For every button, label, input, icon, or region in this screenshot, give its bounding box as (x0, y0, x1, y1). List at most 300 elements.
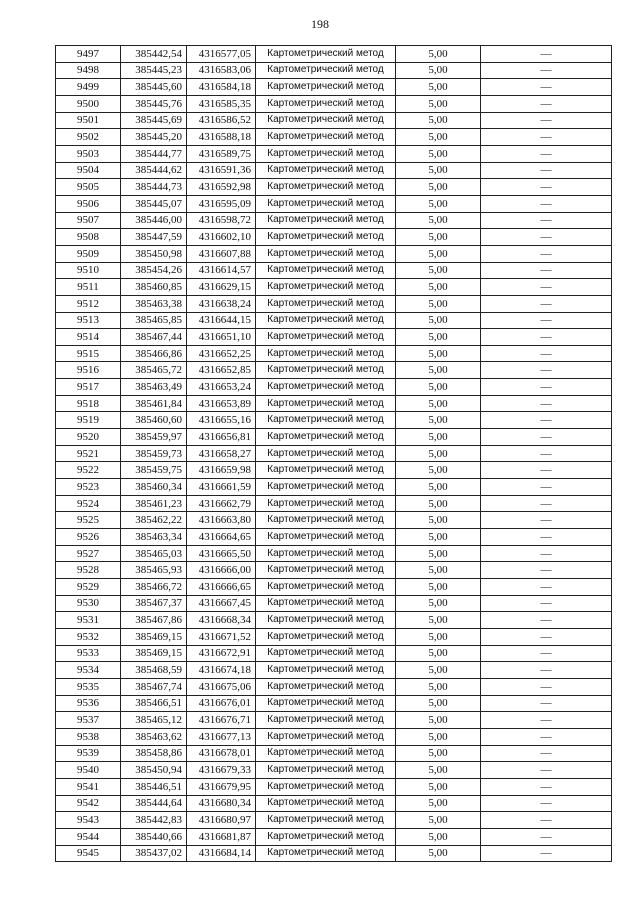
point-number-cell: 9527 (56, 545, 121, 562)
y-coordinate-cell: 4316664,65 (187, 529, 256, 546)
table-row (56, 628, 612, 645)
description-cell: — (481, 545, 612, 562)
y-coordinate-cell: 4316661,59 (187, 479, 256, 496)
accuracy-cell: 5,00 (396, 529, 481, 546)
description-cell: — (481, 562, 612, 579)
point-number-cell: 9532 (56, 628, 121, 645)
y-coordinate-cell: 4316595,09 (187, 195, 256, 212)
method-cell: Картометрический метод (256, 79, 396, 96)
y-coordinate-cell: 4316659,98 (187, 462, 256, 479)
y-coordinate-cell: 4316663,80 (187, 512, 256, 529)
method-cell: Картометрический метод (256, 112, 396, 129)
accuracy-cell: 5,00 (396, 512, 481, 529)
description-cell: — (481, 778, 612, 795)
point-number-cell: 9506 (56, 195, 121, 212)
description-cell: — (481, 329, 612, 346)
table-row (56, 712, 612, 729)
y-coordinate-cell: 4316667,45 (187, 595, 256, 612)
table-row (56, 512, 612, 529)
point-number-cell: 9536 (56, 695, 121, 712)
description-cell: — (481, 529, 612, 546)
table-row (56, 279, 612, 296)
point-number-cell: 9543 (56, 812, 121, 829)
x-coordinate-cell: 385467,37 (121, 595, 187, 612)
x-coordinate-cell: 385445,76 (121, 95, 187, 112)
table-row (56, 678, 612, 695)
description-cell: — (481, 645, 612, 662)
point-number-cell: 9537 (56, 712, 121, 729)
page-number: 198 (311, 17, 329, 31)
point-number-cell: 9509 (56, 245, 121, 262)
description-cell: — (481, 162, 612, 179)
method-cell: Картометрический метод (256, 778, 396, 795)
x-coordinate-cell: 385450,94 (121, 762, 187, 779)
x-coordinate-cell: 385469,15 (121, 628, 187, 645)
y-coordinate-cell: 4316655,16 (187, 412, 256, 429)
table-row (56, 379, 612, 396)
y-coordinate-cell: 4316629,15 (187, 279, 256, 296)
point-number-cell: 9526 (56, 529, 121, 546)
description-cell: — (481, 312, 612, 329)
x-coordinate-cell: 385454,26 (121, 262, 187, 279)
method-cell: Картометрический метод (256, 828, 396, 845)
description-cell: — (481, 479, 612, 496)
y-coordinate-cell: 4316585,35 (187, 95, 256, 112)
x-coordinate-cell: 385463,34 (121, 529, 187, 546)
point-number-cell: 9521 (56, 445, 121, 462)
point-number-cell: 9524 (56, 495, 121, 512)
y-coordinate-cell: 4316671,52 (187, 628, 256, 645)
x-coordinate-cell: 385467,86 (121, 612, 187, 629)
point-number-cell: 9525 (56, 512, 121, 529)
accuracy-cell: 5,00 (396, 595, 481, 612)
table-row (56, 762, 612, 779)
point-number-cell: 9507 (56, 212, 121, 229)
table-row (56, 395, 612, 412)
accuracy-cell: 5,00 (396, 562, 481, 579)
description-cell: — (481, 745, 612, 762)
point-number-cell: 9508 (56, 229, 121, 246)
table-row (56, 179, 612, 196)
y-coordinate-cell: 4316658,27 (187, 445, 256, 462)
x-coordinate-cell: 385463,49 (121, 379, 187, 396)
accuracy-cell: 5,00 (396, 46, 481, 63)
method-cell: Картометрический метод (256, 212, 396, 229)
x-coordinate-cell: 385442,83 (121, 812, 187, 829)
y-coordinate-cell: 4316638,24 (187, 295, 256, 312)
accuracy-cell: 5,00 (396, 678, 481, 695)
x-coordinate-cell: 385446,00 (121, 212, 187, 229)
accuracy-cell: 5,00 (396, 728, 481, 745)
table-row (56, 595, 612, 612)
x-coordinate-cell: 385465,12 (121, 712, 187, 729)
point-number-cell: 9500 (56, 95, 121, 112)
method-cell: Картометрический метод (256, 728, 396, 745)
table-row (56, 329, 612, 346)
x-coordinate-cell: 385466,72 (121, 579, 187, 596)
point-number-cell: 9542 (56, 795, 121, 812)
x-coordinate-cell: 385463,62 (121, 728, 187, 745)
y-coordinate-cell: 4316656,81 (187, 429, 256, 446)
accuracy-cell: 5,00 (396, 145, 481, 162)
table-row (56, 229, 612, 246)
point-number-cell: 9501 (56, 112, 121, 129)
x-coordinate-cell: 385465,03 (121, 545, 187, 562)
table-row (56, 112, 612, 129)
accuracy-cell: 5,00 (396, 712, 481, 729)
point-number-cell: 9503 (56, 145, 121, 162)
accuracy-cell: 5,00 (396, 462, 481, 479)
point-number-cell: 9523 (56, 479, 121, 496)
y-coordinate-cell: 4316577,05 (187, 46, 256, 63)
y-coordinate-cell: 4316588,18 (187, 129, 256, 146)
table-row (56, 529, 612, 546)
y-coordinate-cell: 4316677,13 (187, 728, 256, 745)
table-row (56, 562, 612, 579)
accuracy-cell: 5,00 (396, 429, 481, 446)
y-coordinate-cell: 4316583,06 (187, 62, 256, 79)
table-row (56, 479, 612, 496)
table-row (56, 778, 612, 795)
point-number-cell: 9514 (56, 329, 121, 346)
x-coordinate-cell: 385463,38 (121, 295, 187, 312)
x-coordinate-cell: 385444,77 (121, 145, 187, 162)
description-cell: — (481, 145, 612, 162)
table-row (56, 295, 612, 312)
x-coordinate-cell: 385462,22 (121, 512, 187, 529)
y-coordinate-cell: 4316602,10 (187, 229, 256, 246)
table-row (56, 662, 612, 679)
y-coordinate-cell: 4316679,33 (187, 762, 256, 779)
table-row (56, 579, 612, 596)
point-number-cell: 9534 (56, 662, 121, 679)
method-cell: Картометрический метод (256, 628, 396, 645)
accuracy-cell: 5,00 (396, 379, 481, 396)
method-cell: Картометрический метод (256, 579, 396, 596)
description-cell: — (481, 362, 612, 379)
accuracy-cell: 5,00 (396, 628, 481, 645)
description-cell: — (481, 695, 612, 712)
table-row (56, 812, 612, 829)
description-cell: — (481, 678, 612, 695)
point-number-cell: 9517 (56, 379, 121, 396)
accuracy-cell: 5,00 (396, 445, 481, 462)
method-cell: Картометрический метод (256, 562, 396, 579)
description-cell: — (481, 262, 612, 279)
point-number-cell: 9545 (56, 845, 121, 862)
x-coordinate-cell: 385467,44 (121, 329, 187, 346)
accuracy-cell: 5,00 (396, 845, 481, 862)
accuracy-cell: 5,00 (396, 212, 481, 229)
y-coordinate-cell: 4316662,79 (187, 495, 256, 512)
x-coordinate-cell: 385459,73 (121, 445, 187, 462)
description-cell: — (481, 728, 612, 745)
method-cell: Картометрический метод (256, 795, 396, 812)
y-coordinate-cell: 4316652,25 (187, 345, 256, 362)
y-coordinate-cell: 4316653,89 (187, 395, 256, 412)
description-cell: — (481, 845, 612, 862)
method-cell: Картометрический метод (256, 545, 396, 562)
method-cell: Картометрический метод (256, 379, 396, 396)
point-number-cell: 9504 (56, 162, 121, 179)
description-cell: — (481, 712, 612, 729)
method-cell: Картометрический метод (256, 695, 396, 712)
y-coordinate-cell: 4316591,36 (187, 162, 256, 179)
description-cell: — (481, 229, 612, 246)
description-cell: — (481, 795, 612, 812)
method-cell: Картометрический метод (256, 245, 396, 262)
method-cell: Картометрический метод (256, 495, 396, 512)
y-coordinate-cell: 4316678,01 (187, 745, 256, 762)
table-row (56, 645, 612, 662)
y-coordinate-cell: 4316651,10 (187, 329, 256, 346)
point-number-cell: 9518 (56, 395, 121, 412)
description-cell: — (481, 612, 612, 629)
accuracy-cell: 5,00 (396, 812, 481, 829)
accuracy-cell: 5,00 (396, 495, 481, 512)
point-number-cell: 9541 (56, 778, 121, 795)
y-coordinate-cell: 4316653,24 (187, 379, 256, 396)
x-coordinate-cell: 385445,20 (121, 129, 187, 146)
accuracy-cell: 5,00 (396, 828, 481, 845)
method-cell: Картометрический метод (256, 262, 396, 279)
description-cell: — (481, 62, 612, 79)
table-row (56, 345, 612, 362)
accuracy-cell: 5,00 (396, 79, 481, 96)
y-coordinate-cell: 4316607,88 (187, 245, 256, 262)
description-cell: — (481, 812, 612, 829)
x-coordinate-cell: 385465,85 (121, 312, 187, 329)
method-cell: Картометрический метод (256, 195, 396, 212)
accuracy-cell: 5,00 (396, 745, 481, 762)
accuracy-cell: 5,00 (396, 295, 481, 312)
y-coordinate-cell: 4316684,14 (187, 845, 256, 862)
accuracy-cell: 5,00 (396, 62, 481, 79)
point-number-cell: 9528 (56, 562, 121, 579)
method-cell: Картометрический метод (256, 395, 396, 412)
accuracy-cell: 5,00 (396, 329, 481, 346)
x-coordinate-cell: 385466,51 (121, 695, 187, 712)
method-cell: Картометрический метод (256, 279, 396, 296)
method-cell: Картометрический метод (256, 95, 396, 112)
table-row (56, 212, 612, 229)
y-coordinate-cell: 4316666,65 (187, 579, 256, 596)
table-row (56, 195, 612, 212)
method-cell: Картометрический метод (256, 345, 396, 362)
description-cell: — (481, 662, 612, 679)
table-row (56, 828, 612, 845)
y-coordinate-cell: 4316666,00 (187, 562, 256, 579)
table-row (56, 495, 612, 512)
description-cell: — (481, 395, 612, 412)
point-number-cell: 9513 (56, 312, 121, 329)
x-coordinate-cell: 385460,85 (121, 279, 187, 296)
y-coordinate-cell: 4316679,95 (187, 778, 256, 795)
method-cell: Картометрический метод (256, 712, 396, 729)
accuracy-cell: 5,00 (396, 345, 481, 362)
point-number-cell: 9539 (56, 745, 121, 762)
point-number-cell: 9522 (56, 462, 121, 479)
x-coordinate-cell: 385467,74 (121, 678, 187, 695)
description-cell: — (481, 46, 612, 63)
y-coordinate-cell: 4316586,52 (187, 112, 256, 129)
y-coordinate-cell: 4316672,91 (187, 645, 256, 662)
point-number-cell: 9531 (56, 612, 121, 629)
y-coordinate-cell: 4316598,72 (187, 212, 256, 229)
y-coordinate-cell: 4316675,06 (187, 678, 256, 695)
method-cell: Картометрический метод (256, 329, 396, 346)
method-cell: Картометрический метод (256, 479, 396, 496)
point-number-cell: 9497 (56, 46, 121, 63)
table-row (56, 728, 612, 745)
accuracy-cell: 5,00 (396, 195, 481, 212)
accuracy-cell: 5,00 (396, 545, 481, 562)
table-row (56, 46, 612, 63)
table-row (56, 79, 612, 96)
accuracy-cell: 5,00 (396, 162, 481, 179)
y-coordinate-cell: 4316584,18 (187, 79, 256, 96)
x-coordinate-cell: 385469,15 (121, 645, 187, 662)
x-coordinate-cell: 385440,66 (121, 828, 187, 845)
y-coordinate-cell: 4316665,50 (187, 545, 256, 562)
description-cell: — (481, 429, 612, 446)
y-coordinate-cell: 4316652,85 (187, 362, 256, 379)
method-cell: Картометрический метод (256, 462, 396, 479)
description-cell: — (481, 245, 612, 262)
description-cell: — (481, 179, 612, 196)
point-number-cell: 9516 (56, 362, 121, 379)
description-cell: — (481, 345, 612, 362)
accuracy-cell: 5,00 (396, 395, 481, 412)
description-cell: — (481, 412, 612, 429)
accuracy-cell: 5,00 (396, 695, 481, 712)
point-number-cell: 9515 (56, 345, 121, 362)
accuracy-cell: 5,00 (396, 312, 481, 329)
x-coordinate-cell: 385445,60 (121, 79, 187, 96)
description-cell: — (481, 512, 612, 529)
method-cell: Картометрический метод (256, 845, 396, 862)
description-cell: — (481, 628, 612, 645)
y-coordinate-cell: 4316680,97 (187, 812, 256, 829)
method-cell: Картометрический метод (256, 179, 396, 196)
table-row (56, 362, 612, 379)
method-cell: Картометрический метод (256, 145, 396, 162)
method-cell: Картометрический метод (256, 662, 396, 679)
description-cell: — (481, 579, 612, 596)
y-coordinate-cell: 4316676,01 (187, 695, 256, 712)
table-row (56, 695, 612, 712)
x-coordinate-cell: 385459,97 (121, 429, 187, 446)
x-coordinate-cell: 385442,54 (121, 46, 187, 63)
table-row (56, 162, 612, 179)
method-cell: Картометрический метод (256, 62, 396, 79)
x-coordinate-cell: 385444,73 (121, 179, 187, 196)
accuracy-cell: 5,00 (396, 412, 481, 429)
accuracy-cell: 5,00 (396, 129, 481, 146)
x-coordinate-cell: 385450,98 (121, 245, 187, 262)
point-number-cell: 9511 (56, 279, 121, 296)
x-coordinate-cell: 385444,62 (121, 162, 187, 179)
table-row (56, 845, 612, 862)
y-coordinate-cell: 4316676,71 (187, 712, 256, 729)
accuracy-cell: 5,00 (396, 645, 481, 662)
accuracy-cell: 5,00 (396, 279, 481, 296)
point-number-cell: 9544 (56, 828, 121, 845)
accuracy-cell: 5,00 (396, 262, 481, 279)
method-cell: Картометрический метод (256, 512, 396, 529)
table-row (56, 612, 612, 629)
y-coordinate-cell: 4316592,98 (187, 179, 256, 196)
method-cell: Картометрический метод (256, 745, 396, 762)
method-cell: Картометрический метод (256, 762, 396, 779)
table-row (56, 145, 612, 162)
point-number-cell: 9512 (56, 295, 121, 312)
table-row (56, 545, 612, 562)
accuracy-cell: 5,00 (396, 479, 481, 496)
accuracy-cell: 5,00 (396, 95, 481, 112)
method-cell: Картометрический метод (256, 312, 396, 329)
x-coordinate-cell: 385447,59 (121, 229, 187, 246)
method-cell: Картометрический метод (256, 46, 396, 63)
point-number-cell: 9498 (56, 62, 121, 79)
accuracy-cell: 5,00 (396, 579, 481, 596)
accuracy-cell: 5,00 (396, 179, 481, 196)
accuracy-cell: 5,00 (396, 612, 481, 629)
method-cell: Картометрический метод (256, 162, 396, 179)
x-coordinate-cell: 385465,72 (121, 362, 187, 379)
description-cell: — (481, 495, 612, 512)
accuracy-cell: 5,00 (396, 778, 481, 795)
x-coordinate-cell: 385437,02 (121, 845, 187, 862)
table-row (56, 62, 612, 79)
coordinates-table (55, 45, 612, 862)
method-cell: Картометрический метод (256, 429, 396, 446)
table-row (56, 262, 612, 279)
description-cell: — (481, 595, 612, 612)
x-coordinate-cell: 385446,51 (121, 778, 187, 795)
accuracy-cell: 5,00 (396, 662, 481, 679)
table-row (56, 462, 612, 479)
x-coordinate-cell: 385461,84 (121, 395, 187, 412)
point-number-cell: 9529 (56, 579, 121, 596)
point-number-cell: 9520 (56, 429, 121, 446)
method-cell: Картометрический метод (256, 645, 396, 662)
table-row (56, 129, 612, 146)
y-coordinate-cell: 4316680,34 (187, 795, 256, 812)
method-cell: Картометрический метод (256, 412, 396, 429)
description-cell: — (481, 445, 612, 462)
table-row (56, 795, 612, 812)
x-coordinate-cell: 385445,07 (121, 195, 187, 212)
point-number-cell: 9519 (56, 412, 121, 429)
method-cell: Картометрический метод (256, 529, 396, 546)
x-coordinate-cell: 385444,64 (121, 795, 187, 812)
point-number-cell: 9540 (56, 762, 121, 779)
method-cell: Картометрический метод (256, 362, 396, 379)
y-coordinate-cell: 4316668,34 (187, 612, 256, 629)
table-row (56, 245, 612, 262)
x-coordinate-cell: 385466,86 (121, 345, 187, 362)
point-number-cell: 9530 (56, 595, 121, 612)
method-cell: Картометрический метод (256, 595, 396, 612)
point-number-cell: 9502 (56, 129, 121, 146)
x-coordinate-cell: 385465,93 (121, 562, 187, 579)
y-coordinate-cell: 4316681,87 (187, 828, 256, 845)
point-number-cell: 9535 (56, 678, 121, 695)
description-cell: — (481, 379, 612, 396)
method-cell: Картометрический метод (256, 229, 396, 246)
y-coordinate-cell: 4316644,15 (187, 312, 256, 329)
